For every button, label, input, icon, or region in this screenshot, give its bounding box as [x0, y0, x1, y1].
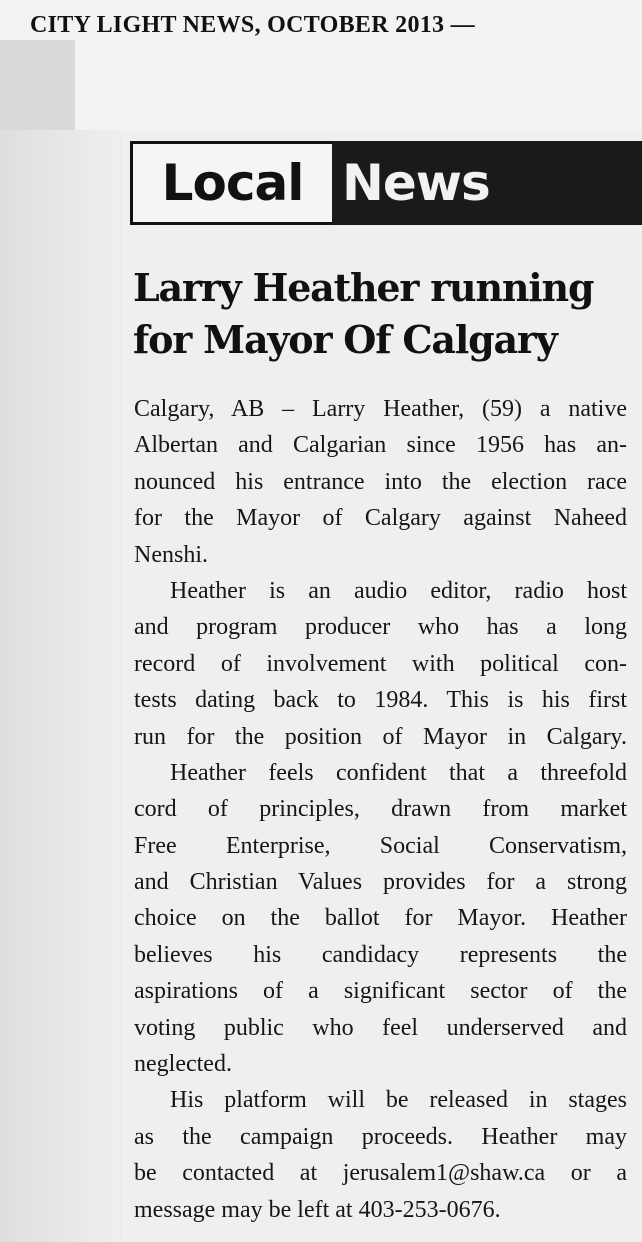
body-line: voting public who feel underserved and — [134, 1014, 627, 1041]
body-line: message may be left at 403-253-0676. — [134, 1196, 501, 1223]
body-line: neglected. — [134, 1051, 232, 1078]
body-line: tests dating back to 1984. This is his first — [134, 687, 627, 714]
headline-line: Larry Heather running — [133, 265, 594, 310]
body-line: be contacted at jerusalem1@shaw.ca or a — [134, 1160, 627, 1187]
article-body — [134, 391, 627, 1228]
body-line: Nenshi. — [134, 541, 208, 568]
body-line: for the Mayor of Calgary against Naheed — [134, 505, 627, 532]
masthead-line: CITY LIGHT NEWS, OCTOBER 2013 — — [30, 12, 475, 38]
section-label-news: News — [342, 154, 490, 212]
section-label-local: Local — [161, 154, 304, 212]
body-line: nounced his entrance into the election race — [134, 468, 627, 495]
section-banner-local-box — [130, 141, 332, 225]
body-line: run for the position of Mayor in Calgary. — [134, 723, 627, 750]
body-line: Heather is an audio editor, radio host — [170, 577, 627, 604]
body-line: Calgary, AB – Larry Heather, (59) a native — [134, 396, 627, 422]
body-line: aspirations of a significant sector of the — [134, 978, 627, 1005]
body-line: as the campaign proceeds. Heather may — [134, 1123, 627, 1150]
headline-line: for Mayor Of Calgary — [133, 317, 557, 362]
section-banner — [130, 141, 642, 225]
scan-shadow — [0, 40, 75, 130]
body-line: Albertan and Calgarian since 1956 has an- — [134, 432, 627, 459]
body-line: His platform will be released in stages — [170, 1087, 627, 1114]
scan-background-left — [0, 130, 120, 1242]
body-line: record of involvement with political con- — [134, 650, 627, 677]
body-line: choice on the ballot for Mayor. Heather — [134, 905, 627, 932]
body-line: cord of principles, drawn from market — [134, 796, 627, 823]
body-line: believes his candidacy represents the — [134, 941, 627, 968]
body-line: and program producer who has a long — [134, 614, 627, 641]
body-line: Heather feels confident that a threefold — [170, 759, 627, 786]
body-line: Free Enterprise, Social Conservatism, — [134, 832, 627, 859]
section-banner-news-box — [332, 141, 642, 225]
body-line: and Christian Values provides for a strong — [134, 869, 627, 896]
article-headline — [133, 262, 633, 366]
